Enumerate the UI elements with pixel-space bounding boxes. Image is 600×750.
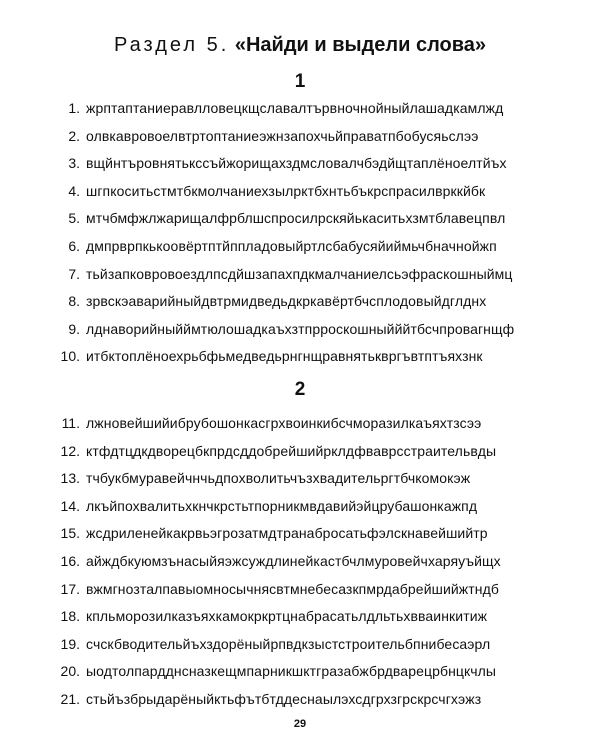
letter-string: олвкавровоелвтртоптаниеэжнзапохчьйправатпбобусяьслээ xyxy=(86,127,479,144)
row-number: 9. xyxy=(68,320,80,337)
letter-row xyxy=(0,465,600,493)
row-number: 2. xyxy=(68,127,80,144)
letter-string: жсдриленейкакрвьэгрозатмдтранабросатьфэлскнавейшийтр xyxy=(86,525,488,542)
letter-row-list-2 xyxy=(0,410,600,714)
row-number: 11. xyxy=(61,415,80,431)
letter-row xyxy=(0,493,600,521)
row-number: 1. xyxy=(68,100,80,116)
letter-row xyxy=(0,603,600,631)
letter-string: жрптаптаниеравлловецкщславалтървночнойныйлашадкамлжд xyxy=(86,100,504,116)
row-number: 19. xyxy=(60,635,80,652)
row-number: 21. xyxy=(60,690,80,707)
letter-row xyxy=(0,123,600,151)
page-number: 29 xyxy=(293,718,307,730)
section-topic: «Найди и выдели слова» xyxy=(234,34,487,56)
letter-string: лкъйпохвалитьхкнчкрстьтпорникмвдавийэйцрубашонкажпд xyxy=(86,497,478,514)
letter-string: стьйъзбрыдарёныйктьфътбтддеснаылэхсдгрхзгрскрсчгхэжз xyxy=(86,690,482,707)
letter-string: итбктоплёноехрьбфьмедведьрнгнщравнятьквргъвтптъяхзнк xyxy=(86,348,483,365)
row-number: 12. xyxy=(60,442,80,459)
letter-string: кпльморозилказъяхкамокркртцнабрасатьлдльтьхвваинкитиж xyxy=(86,608,488,625)
row-number: 13. xyxy=(60,470,80,487)
page-title xyxy=(0,34,600,57)
letter-row xyxy=(0,410,600,438)
letter-string: дмпрврпкькоовёртптйппладовыйртлсбабусяйиймьчбначнойжп xyxy=(86,237,497,254)
letter-row-list-1 xyxy=(0,95,600,371)
letter-string: лжновейшийибрубошонкасгрхвоинкибсчморазилкаъяхтзсээ xyxy=(86,415,482,431)
letter-row xyxy=(0,178,600,206)
letter-row xyxy=(0,150,600,178)
row-number: 14. xyxy=(60,497,80,514)
row-number: 10. xyxy=(60,348,80,365)
exercise-group-number-2: 2 xyxy=(294,379,306,400)
letter-string: зрвскэаварийныйдвтрмидведьдкркавёртбчсплодовыйдглднх xyxy=(86,293,487,310)
letter-row xyxy=(0,95,600,123)
section-prefix: Раздел 5. xyxy=(113,34,230,56)
row-number: 8. xyxy=(68,293,80,310)
letter-string: тьйзапковровоездлпсдйшзапахпдкмалчаниелсьэфраскошныймц xyxy=(86,265,513,282)
row-number: 3. xyxy=(68,155,80,172)
letter-row xyxy=(0,261,600,289)
letter-row xyxy=(0,520,600,548)
letter-row xyxy=(0,686,600,714)
row-number: 15. xyxy=(60,525,80,542)
letter-string: шгпкоситьстмтбкмолчаниехзылрктбхнтьбъкрспрасилврккйбк xyxy=(86,182,486,199)
row-number: 4. xyxy=(68,182,80,199)
letter-string: вжмгнозталпавыомносычнясвтмнебесазкпмрдабрейшийжтндб xyxy=(86,580,499,597)
letter-row xyxy=(0,438,600,466)
row-number: 7. xyxy=(68,265,80,282)
letter-row xyxy=(0,316,600,344)
letter-row xyxy=(0,288,600,316)
row-number: 20. xyxy=(60,663,80,680)
letter-string: ыодтолпардднсназкещмпарникшктгразабжбрдварецрбнцкчлы xyxy=(86,663,497,680)
letter-string: ктфдтцдкдворецбкпрдсддобрейшийрклдфваврсстраительвды xyxy=(86,442,497,459)
letter-row xyxy=(0,658,600,686)
letter-string: мтчбмфжлжарищалфрблшспросилрскяйькаситьхзмтблавецпвл xyxy=(86,210,506,227)
exercise-group-number-1: 1 xyxy=(294,71,306,92)
letter-string: вщйнтъровнятькcсъйжорищахздмсловалчбэдйщтаплёноелтйъх xyxy=(86,155,507,172)
row-number: 18. xyxy=(60,608,80,625)
row-number: 17. xyxy=(60,580,80,597)
letter-row xyxy=(0,631,600,659)
row-number: 6. xyxy=(68,237,80,254)
letter-row xyxy=(0,233,600,261)
letter-string: тчбукбмуравейчнчьдпохволитьчъзхвадительргтбчкомокэж xyxy=(86,470,471,487)
letter-row xyxy=(0,576,600,604)
letter-string: лднаворийныйймтюлошадкаъхзтпрроскошныйййтбсчпровагнщф xyxy=(86,320,515,337)
row-number: 16. xyxy=(60,552,80,569)
letter-string: айждбкуюмзънасыйяэжсуждлинейкастбчлмуровейчхаряуъйщх xyxy=(86,552,501,569)
letter-row xyxy=(0,343,600,371)
letter-row xyxy=(0,205,600,233)
letter-row xyxy=(0,548,600,576)
letter-string: счскбводительйъхздорёныйрпвдкзыстстроительбпнибесаэрл xyxy=(86,635,491,652)
row-number: 5. xyxy=(68,210,80,227)
